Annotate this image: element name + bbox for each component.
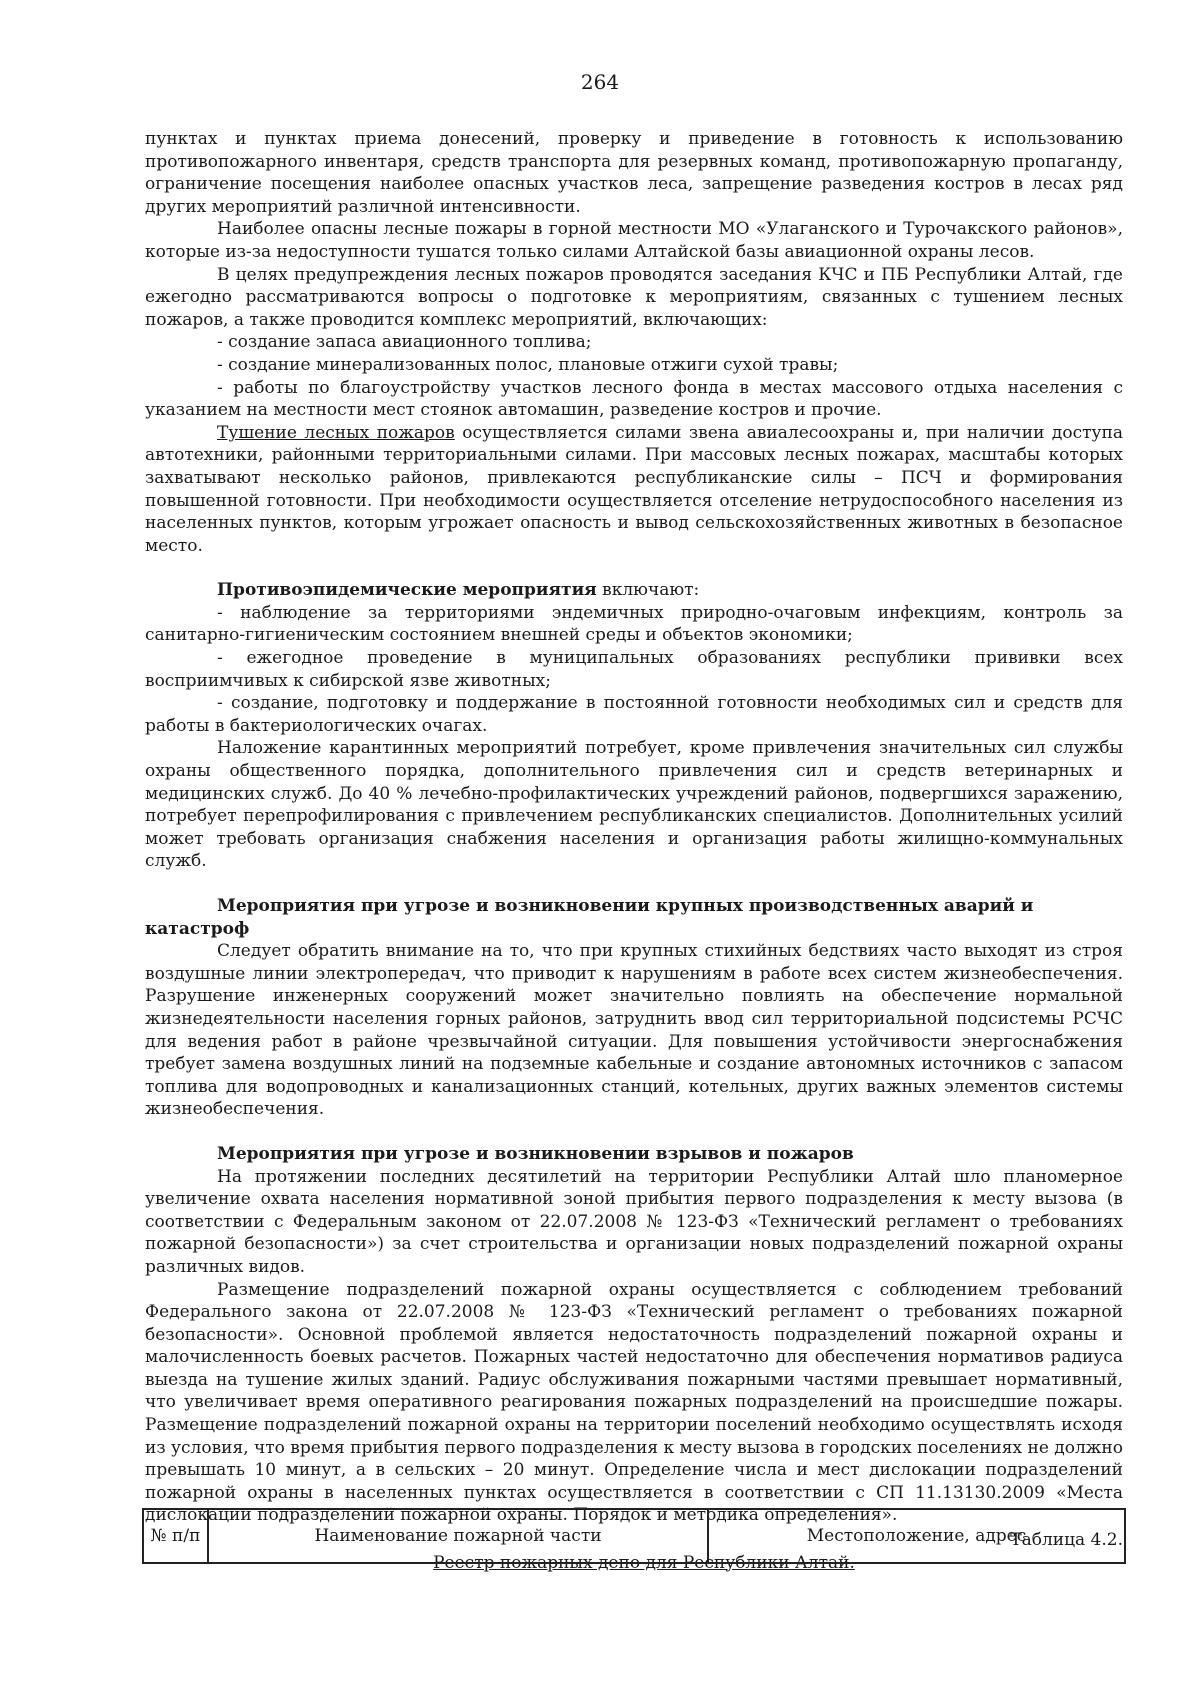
table-header-row <box>143 1509 1125 1563</box>
paragraph: Следует обратить внимание на то, что при крупных стихийных бедствиях часто выходят из строя воздушные линии электропередач, что приводит к нарушениям в работе всех систем жизнеобеспечения. Разрушение инженерных сооружений может значительно повлиять на обеспечение нормальной жизнедеятельности населения горных районов, затруднить ввод сил территориальной подсистемы РСЧС для ведения работ в районе чрезвычайной ситуации. Для повышения устойчивости энергоснабжения требует замена воздушных линий на подземные кабельные и создание автономных источников с запасом топлива для водопроводных и канализационных станций, котельных, других важных элементов системы жизнеобеспечения. <box>145 941 1123 1120</box>
section-heading <box>145 579 1123 602</box>
list-item: - ежегодное проведение в муниципальных образованиях республики прививки всех восприимчивых к сибирской язве животных; <box>145 648 1123 691</box>
list-item: - работы по благоустройству участков лесного фонда в местах массового отдыха населения с указанием на местности мест стоянок автомашин, разведение костров и прочие. <box>145 377 1123 421</box>
paragraph: В целях предупреждения лесных пожаров проводятся заседания КЧС и ПБ Республики Алтай, где ежегодно рассматриваются вопросы о подготовке к мероприятиям, связанных с тушением лесных пожаров, а также проводится комплекс мероприятий, включающих: <box>145 264 1123 330</box>
list-item: - наблюдение за территориями эндемичных природно-очаговым инфекциям, контроль за санитарно-гигиеническим состоянием внешней среды и объектов экономики; <box>145 602 1123 646</box>
document-body <box>145 128 1123 1574</box>
table-header-cell: Местоположение, адрес <box>708 1509 1125 1563</box>
heading-rest-text: включают: <box>596 580 700 601</box>
underlined-term: Тушение лесных пожаров <box>217 422 455 443</box>
paragraph-text: осуществляется силами звена авиалесоохраны и, при наличии доступа автотехники, районными территориальными силами. При массовых лесных пожарах, масштабы которых захватывают несколько районов, привлекаются республиканские силы – ПСЧ и формирования повышенной готовности. При необходимости осуществляется отселение нетрудоспособного населения из населенных пунктов, которым угрожает опасность и вывод сельскохозяйственных животных в безопасное место. <box>145 422 1124 556</box>
fire-depot-registry-table <box>142 1508 1126 1564</box>
list-item: - создание запаса авиационного топлива; <box>217 332 592 353</box>
table-caption: Реестр пожарных депо для Республики Алтай. <box>433 1552 855 1573</box>
section-heading: Мероприятия при угрозе и возникновении взрывов и пожаров <box>217 1143 854 1164</box>
paragraph: пунктах и пунктах приема донесений, проверку и приведение в готовность к использованию противопожарного инвентаря, средств транспорта для резервных команд, противопожарную пропаганду, ограничение посещения наиболее опасных участков леса, запрещение разведения костров в лесах ряд других мероприятий различной интенсивности. <box>145 129 1123 217</box>
paragraph: Наложение карантинных мероприятий потребует, кроме привлечения значительных сил службы охраны общественного порядка, дополнительного привлечения сил и средств ветеринарных и медицинских служб. До 40 % лечебно-профилактических учреждений районов, подвергшихся заражению, потребует перепрофилирования с привлечением республиканских специалистов. Дополнительных усилий может требовать организация снабжения населения и организация работы жилищно-коммунальных служб. <box>145 738 1123 872</box>
paragraph: На протяжении последних десятилетий на территории Республики Алтай шло планомерное увеличение охвата населения нормативной зоной прибытия первого подразделения к месту вызова (в соответствии с Федеральным законом от 22.07.2008 № 123-ФЗ «Технический регламент о требованиях пожарной безопасности») за счет строительства и организации новых подразделений пожарной охраны различных видов. <box>145 1166 1123 1277</box>
table-header-cell: Наименование пожарной части <box>208 1509 708 1563</box>
list-item: - создание, подготовку и поддержание в постоянной готовности необходимых сил и средств для работы в бактериологических очагах. <box>145 693 1123 736</box>
table-header-cell: № п/п <box>143 1509 208 1563</box>
list-item: - создание минерализованных полос, плановые отжиги сухой травы; <box>217 354 839 375</box>
heading-bold-text: Противоэпидемические мероприятия <box>217 580 597 601</box>
paragraph <box>145 422 1123 558</box>
paragraph: Размещение подразделений пожарной охраны осуществляется с соблюдением требований Федерального закона от 22.07.2008 № 123-ФЗ «Технический регламент о требованиях пожарной безопасности». Основной проблемой является недостаточность подразделений пожарной охраны и малочисленность боевых расчетов. Пожарных частей недостаточно для обеспечения нормативов радиуса выезда на тушение жилых зданий. Радиус обслуживания пожарными частями превышает нормативный, что увеличивает время оперативного реагирования пожарных подразделений на происшедшие пожары. Размещение подразделений пожарной охраны на территории поселений необходимо осуществлять исходя из условия, что время прибытия первого подразделения к месту вызова в городских поселениях не должно превышать 10 минут, а в сельских – 20 минут. Определение числа и мест дислокации подразделений пожарной охраны в населенных пунктах осуществляется в соответствии с СП 11.13130.2009 «Места дислокации подразделений пожарной охраны. Порядок и методика определения». <box>145 1279 1123 1526</box>
paragraph: Наиболее опасны лесные пожары в горной местности МО «Улаганского и Турочакского районов», которые из-за недоступности тушатся только силами Алтайской базы авиационной охраны лесов. <box>145 219 1123 262</box>
page-number: 264 <box>580 70 620 94</box>
table-label: Таблица 4.2. <box>1010 1530 1123 1551</box>
section-heading: Мероприятия при угрозе и возникновении крупных производственных аварий и катастроф <box>145 896 1034 939</box>
